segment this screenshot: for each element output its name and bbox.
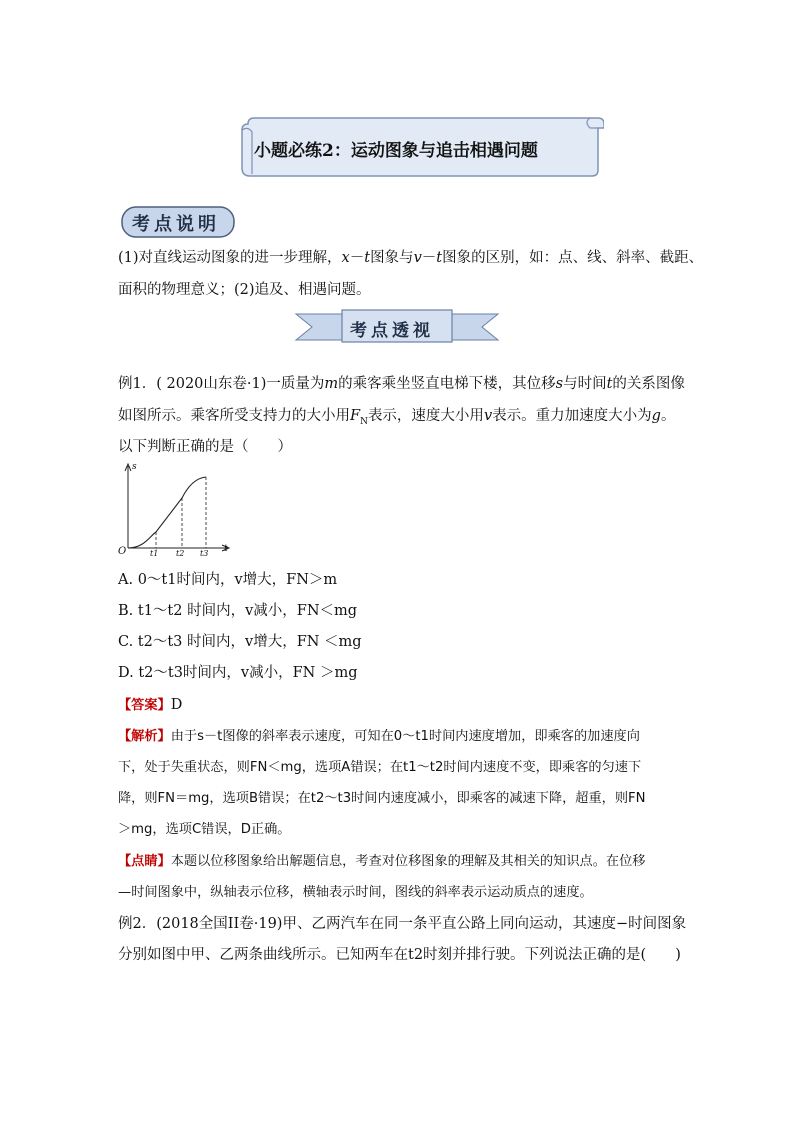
analysis-line-1: 【解析】由于s－t图像的斜率表示速度，可知在0～t1时间内速度增加，即乘客的加速度向	[118, 729, 640, 744]
ex1-line-3: 以下判断正确的是（ ）	[118, 439, 292, 455]
analysis-line-4: ＞mg，选项C错误，D正确。	[118, 822, 291, 837]
page-title: 小题必练2：运动图象与追击相遇问题	[254, 141, 538, 161]
tip-line-1: 【点睛】本题以位移图象给出解题信息，考查对位移图象的理解及其相关的知识点。在位移	[118, 854, 646, 869]
answer-line	[118, 695, 182, 716]
x-axis-label: t	[224, 544, 228, 554]
answer-value: D	[170, 697, 183, 713]
tip-tag: 【点睛】	[118, 854, 171, 869]
analysis-tag: 【解析】	[118, 729, 171, 744]
s-t-graph	[116, 462, 236, 562]
option-a: A. 0～t1时间内，v增大，FN＞m	[118, 572, 338, 588]
y-axis-label: s	[132, 462, 137, 472]
intro-line-2: 面积的物理意义；(2)追及、相遇问题。	[118, 282, 371, 298]
graph-svg	[116, 462, 236, 562]
title-banner	[238, 114, 604, 180]
ex1-line-1: 例1．( 2020山东卷·1)一质量为m的乘客乘坐竖直电梯下楼，其位移s与时间t的关系图像	[118, 376, 685, 392]
s-t-curve	[128, 477, 206, 548]
ex2-line-2: 分别如图中甲、乙两条曲线所示。已知两车在t2时刻并排行驶。下列说法正确的是( )	[118, 947, 681, 963]
tick-label-t3: t3	[200, 549, 209, 558]
origin-label: O	[118, 546, 127, 557]
section-tag-explanation	[120, 204, 238, 240]
tick-label-t1: t1	[150, 549, 159, 558]
tick-label-t2: t2	[176, 549, 185, 558]
intro-line-1: (1)对直线运动图象的进一步理解，x－t图象与v－t图象的区别，如：点、线、斜率、截距、	[118, 250, 704, 266]
section-tag-perspective	[294, 306, 500, 346]
option-d: D. t2～t3时间内，v减小，FN ＞mg	[118, 665, 358, 681]
ex1-line-2: 如图所示。乘客所受支持力的大小用$F_N$表示，速度大小用v表示。重力加速度大小为g。	[118, 408, 676, 427]
tag-label: 考点说明	[132, 214, 220, 235]
analysis-line-2: 下，处于失重状态，则FN＜mg，选项A错误；在t1～t2时间内速度不变，即乘客的匀速下	[118, 760, 642, 775]
answer-tag: 【答案】	[118, 698, 171, 713]
analysis-line-3: 降，则FN＝mg，选项B错误；在t2～t3时间内速度减小，即乘客的减速下降，超重，则FN	[118, 791, 646, 806]
ribbon-label: 考点透视	[350, 321, 434, 341]
option-c: C. t2～t3 时间内，v增大，FN ＜mg	[118, 634, 362, 650]
tip-line-2: —时间图象中，纵轴表示位移，横轴表示时间，图线的斜率表示运动质点的速度。	[118, 885, 593, 900]
option-b: B. t1～t2 时间内，v减小，FN＜mg	[118, 603, 358, 619]
ex2-line-1: 例2．(2018全国II卷·19)甲、乙两汽车在同一条平直公路上同向运动，其速度−时间图象	[118, 916, 687, 932]
